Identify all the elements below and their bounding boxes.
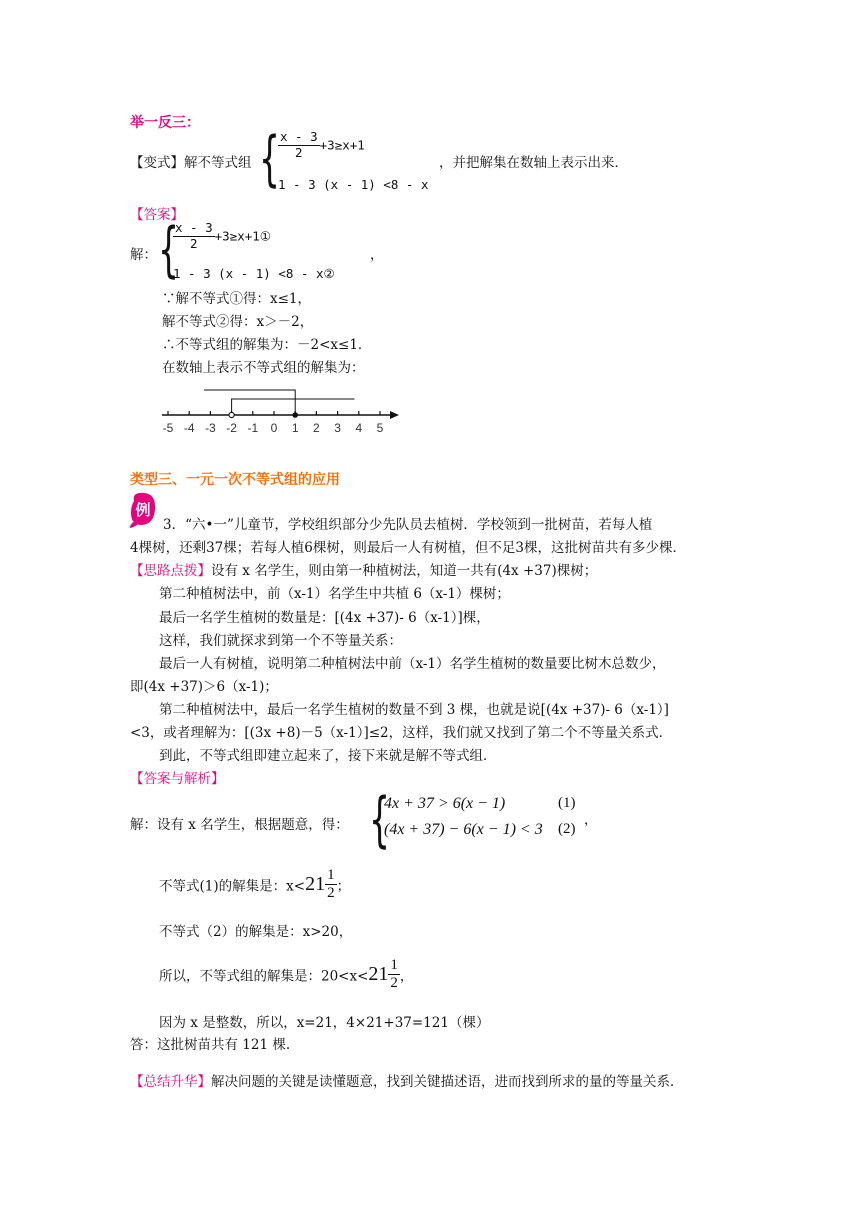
- system-comma: ，: [584, 812, 598, 828]
- inequality-2: (4x + 37) − 6(x − 1) < 3: [384, 821, 543, 838]
- tick-label: -2: [226, 421, 237, 435]
- inequality-2-label: (2): [558, 821, 576, 837]
- solution-step-2: 解不等式②得：x＞－2，: [162, 314, 314, 330]
- svg-text:例: 例: [135, 501, 151, 519]
- section-heading-type3: 类型三、一元一次不等式组的应用: [130, 471, 340, 487]
- tick-label: -1: [247, 421, 259, 435]
- solution-prefix: 解：: [130, 247, 157, 263]
- axis-arrow: [390, 411, 399, 419]
- answer-analysis-tag: 【答案与解析】: [130, 771, 225, 787]
- hint-line-4: 这样，我们就探求到第一个不等量关系：: [159, 633, 402, 649]
- result-4: 因为 x 是整数，所以，x=21，4×21+37=121（棵）: [159, 1015, 490, 1031]
- closed-endpoint: [292, 412, 298, 418]
- hint-tag: 【思路点拨】: [130, 563, 211, 579]
- solution-setup: 解：设有 x 名学生，根据题意，得：: [130, 817, 349, 833]
- tick-label: 0: [270, 421, 278, 435]
- hint-line-3: 最后一名学生植树的数量是：[(4x +37)- 6（x-1）]棵，: [159, 610, 490, 626]
- solution-bracket-le: [204, 390, 295, 415]
- tick-label: -3: [205, 421, 216, 435]
- summary-tag: 【总结升华】: [130, 1074, 211, 1090]
- fraction: $\frac{x - 3}{2}$: [280, 129, 318, 160]
- hint-line-7: 第二种植树法中，最后一名学生植树的数量不到 3 棵，也就是说[(4x +37)- 6（x-1）]: [159, 702, 669, 718]
- summary-line: 【总结升华】解决问题的关键是读懂题意，找到关键描述语，进而找到所求的量的等量关系．: [130, 1074, 684, 1090]
- solution-step-3: ∴不等式组的解集为：－2<x≤1．: [162, 337, 372, 353]
- system-brace: {: [158, 215, 180, 285]
- solution-system-line2: 1 - 3 (x - 1) <8 - x②: [173, 266, 335, 281]
- inequality-1: 4x + 37 > 6(x − 1): [384, 795, 506, 812]
- tick-label: 3: [334, 421, 341, 435]
- result-3: 所以，不等式组的解集是：20<x<21 $\frac{1}{2}$ ，: [159, 957, 414, 991]
- fraction: $\frac{x - 3}{2}$: [175, 220, 213, 251]
- tick-label: -4: [183, 421, 195, 435]
- problem-line-1: 3．“六•一”儿童节，学校组织部分少先队员去植树．学校领到一批树苗，若每人植: [163, 517, 653, 533]
- solution-bracket-gt: [232, 399, 355, 415]
- system-brace: {: [369, 785, 391, 855]
- result-1: 不等式(1)的解集是：x<21 $\frac{1}{2}$ ；: [159, 867, 351, 901]
- solution-comma: ，: [370, 247, 384, 263]
- tick-label: 5: [376, 421, 384, 435]
- final-answer: 答：这批树苗共有 121 棵.: [130, 1037, 291, 1053]
- hint-line-2: 第二种植树法中，前（x-1）名学生中共植 6（x-1）棵树；: [159, 586, 510, 602]
- tick-label: -5: [162, 421, 174, 435]
- variant-system-line2: 1 - 3 (x - 1) <8 - x: [278, 177, 429, 192]
- open-endpoint: [229, 412, 234, 417]
- variant-system-line1: $\frac{x - 3}{2}$ +3≥x+1: [280, 129, 365, 160]
- hint-line-1: 【思路点拨】设有 x 名学生，则由第一种植树法，知道一共有(4x +37)棵树；: [130, 563, 598, 579]
- variant-problem-prefix: 【变式】解不等式组: [130, 155, 252, 171]
- result-2: 不等式（2）的解集是：x>20，: [159, 924, 353, 940]
- problem-line-2: 4棵树，还剩37棵；若每人植6棵树，则最后一人有树植，但不足3棵，这批树苗共有多少棵．: [130, 540, 686, 556]
- variant-problem-suffix: ，并把解集在数轴上表示出来．: [439, 155, 628, 171]
- section-heading-practice: 举一反三：: [130, 114, 200, 130]
- tick-label: 4: [355, 421, 363, 435]
- hint-line-6: 即(4x +37)＞6（x-1)；: [130, 679, 278, 695]
- solution-step-4: 在数轴上表示不等式组的解集为：: [162, 360, 365, 376]
- system-brace: {: [259, 124, 281, 194]
- hint-line-5: 最后一人有树植，说明第二种植树法中前（x-1）名学生植树的数量要比树木总数少，: [159, 656, 666, 672]
- hint-line-8: <3，或者理解为：[(3x +8)－5（x-1）]≤2，这样，我们就又找到了第二个不等量关系式．: [130, 725, 673, 741]
- inequality-1-label: (1): [558, 795, 576, 811]
- tick-label: 1: [291, 421, 299, 435]
- solution-step-1: ∵解不等式①得：x≤1，: [162, 291, 312, 307]
- number-line: [158, 384, 408, 438]
- hint-line-9: 到此，不等式组即建立起来了，接下来就是解不等式组．: [159, 748, 497, 764]
- answer-tag: 【答案】: [130, 207, 184, 223]
- solution-system-line1: $\frac{x - 3}{2}$ +3≥x+1①: [175, 220, 272, 251]
- tick-label: 2: [313, 421, 320, 435]
- example-badge-icon: [128, 491, 158, 529]
